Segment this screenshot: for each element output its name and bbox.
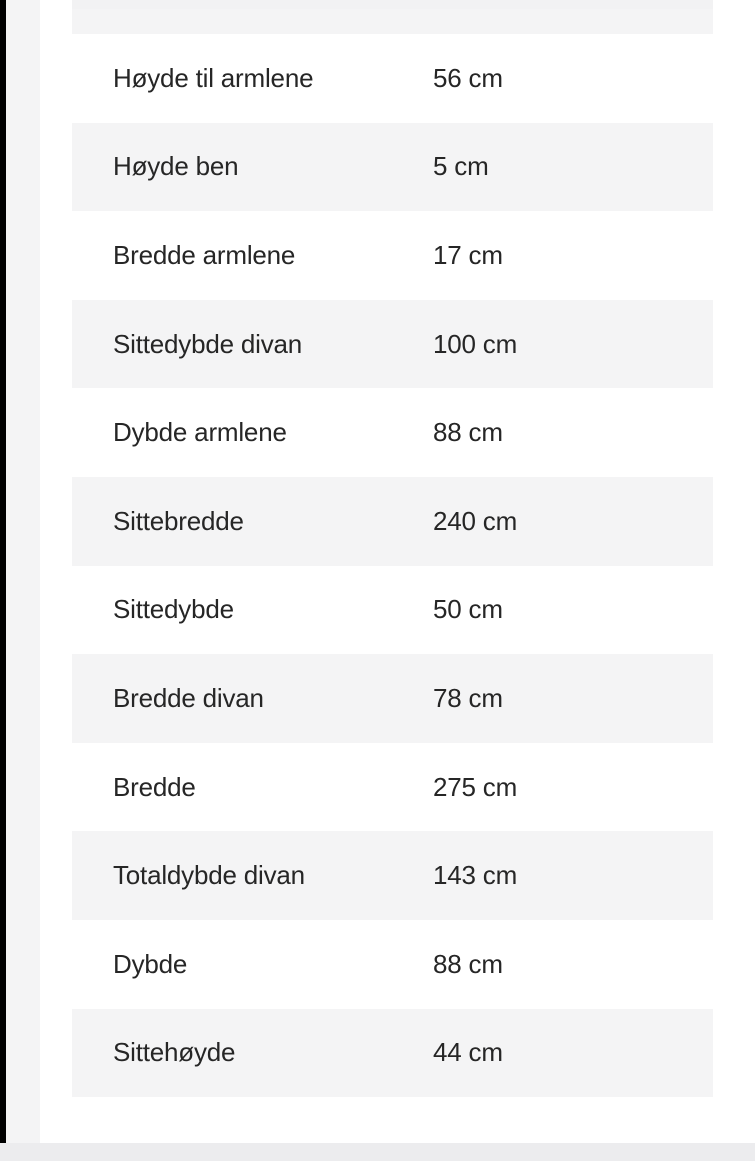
spec-value: 88 cm [433, 948, 503, 979]
spec-row [72, 300, 713, 389]
spec-label: Høyde til armlene [113, 62, 314, 93]
spec-table-top-strip [72, 0, 713, 34]
spec-value: 5 cm [433, 151, 489, 182]
spec-value: 88 cm [433, 417, 503, 448]
spec-row [72, 477, 713, 566]
spec-label: Sittedybde divan [113, 328, 303, 359]
spec-label: Høyde ben [113, 151, 239, 182]
spec-row [72, 743, 713, 832]
spec-row [72, 1009, 713, 1098]
spec-label: Dybde armlene [113, 417, 287, 448]
spec-label: Sittebredde [113, 505, 244, 536]
spec-row [72, 831, 713, 920]
spec-row [72, 388, 713, 477]
spec-value: 275 cm [433, 771, 518, 802]
page-bottom [0, 1143, 755, 1161]
spec-label: Sittedybde [113, 594, 234, 625]
spec-value: 240 cm [433, 505, 518, 536]
spec-label: Bredde [113, 771, 196, 802]
spec-row [72, 211, 713, 300]
spec-value: 44 cm [433, 1037, 503, 1068]
spec-label: Sittehøyde [113, 1037, 236, 1068]
spec-value: 143 cm [433, 860, 518, 891]
spec-value: 100 cm [433, 328, 518, 359]
spec-label: Dybde [113, 948, 188, 979]
spec-value: 56 cm [433, 62, 503, 93]
spec-row [72, 654, 713, 743]
spec-row [72, 34, 713, 123]
spec-row [72, 566, 713, 655]
spec-value: 50 cm [433, 594, 503, 625]
spec-table [72, 0, 713, 1097]
spec-label: Bredde armlene [113, 239, 296, 270]
spec-value: 78 cm [433, 682, 503, 713]
spec-value: 17 cm [433, 239, 503, 270]
spec-label: Totaldybde divan [113, 860, 305, 891]
window-edge [0, 0, 6, 1161]
spec-row [72, 920, 713, 1009]
spec-label: Bredde divan [113, 682, 264, 713]
spec-row [72, 123, 713, 212]
